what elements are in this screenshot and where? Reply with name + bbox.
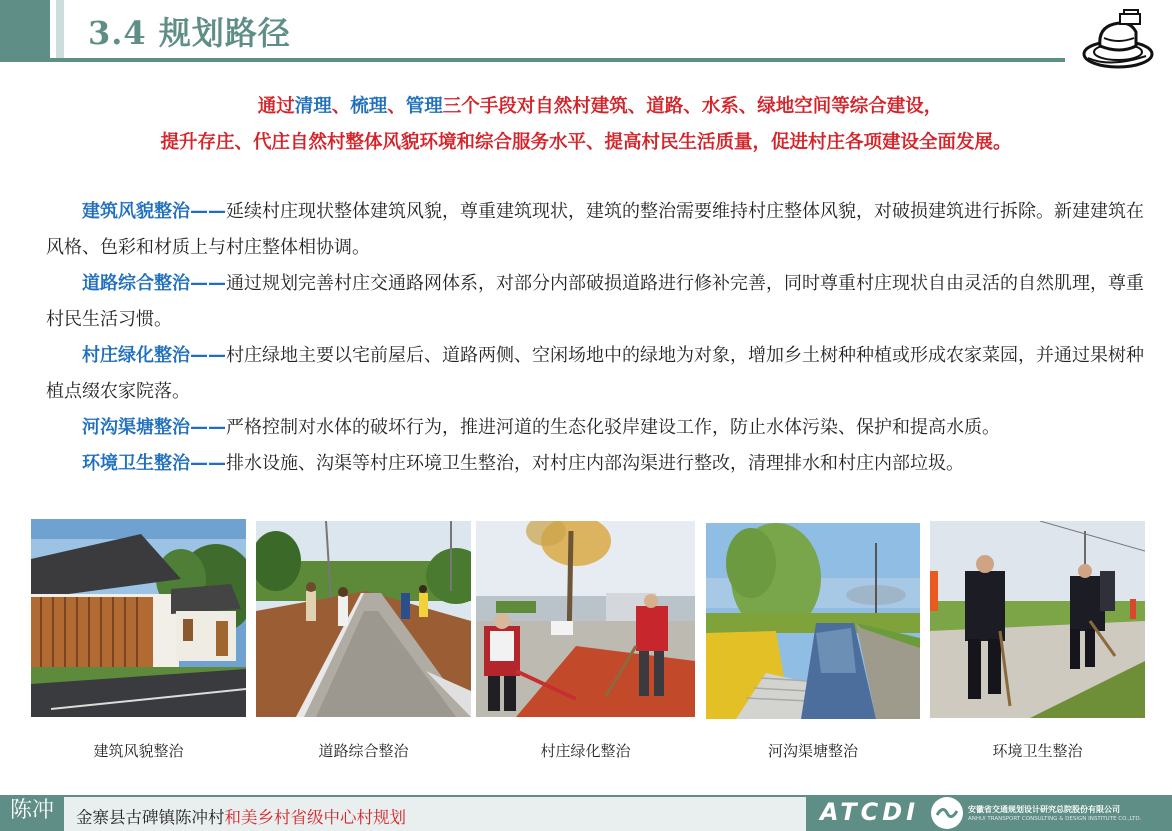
item-building xyxy=(46,194,1146,266)
photo-river xyxy=(706,523,920,719)
footer-village-label: 陈冲 xyxy=(0,795,64,831)
intro-line-1 xyxy=(0,92,1172,118)
photo-greening xyxy=(476,521,695,717)
item-dash: —— xyxy=(190,345,226,366)
photo-caption: 建筑风貌整治 xyxy=(93,742,184,760)
item-text: 排水设施、沟渠等村庄环境卫生整治，对村庄内部沟渠进行整改，清理排水和村庄内部垃圾。 xyxy=(226,453,964,474)
header-divider xyxy=(0,58,1065,62)
footer-brand-logo: ATCDI xyxy=(820,798,920,826)
footer-company-name-en: ANHUI TRANSPORT CONSULTING & DESIGN INSTITUTE CO.,LTD. xyxy=(968,816,1142,822)
photo-sanitation xyxy=(930,521,1145,718)
footer-project-title xyxy=(76,804,406,828)
item-text: 延续村庄现状整体建筑风貌，尊重建筑现状，建筑的整治需要维持村庄整体风貌，对破损建筑进行拆除。新建建筑在风格、色彩和材质上与村庄整体相协调。 xyxy=(46,201,1144,258)
photo-caption: 环境卫生整治 xyxy=(992,742,1083,760)
item-keyword: 建筑风貌整治 xyxy=(82,201,190,222)
intro-line-2: 提升存庄、代庄自然村整体风貌环境和综合服务水平、提高村民生活质量，促进村庄各项建设全面发展。 xyxy=(160,132,1012,153)
item-greening xyxy=(46,338,1146,410)
item-text: 严格控制对水体的破坏行为，推进河道的生态化驳岸建设工作，防止水体污染、保护和提高水质。 xyxy=(226,417,1000,438)
photo-road xyxy=(256,521,471,717)
footer-project-location: 金寨县古碑镇陈冲村 xyxy=(76,808,225,827)
footer-project-name: 和美乡村省级中心村规划 xyxy=(224,808,406,827)
item-road xyxy=(46,266,1146,338)
item-water xyxy=(46,410,1146,446)
item-dash: —— xyxy=(190,273,226,294)
intro-separator: 、 xyxy=(331,96,351,117)
photo-caption: 河沟渠塘整治 xyxy=(767,742,858,760)
footer-company-name: 安徽省交通规划设计研究总院股份有限公司 xyxy=(968,805,1120,814)
item-dash: —— xyxy=(190,453,226,474)
item-dash: —— xyxy=(190,201,226,222)
footer-company-emblem-icon xyxy=(931,797,963,829)
item-keyword: 村庄绿化整治 xyxy=(82,345,190,366)
item-keyword: 环境卫生整治 xyxy=(82,453,190,474)
item-sanitation xyxy=(46,446,1146,482)
item-dash: —— xyxy=(190,417,226,438)
intro-text: 三个手段对自然村建筑、道路、水系、绿地空间等综合建设， xyxy=(442,96,943,117)
photo-building xyxy=(31,519,246,717)
item-keyword: 河沟渠塘整治 xyxy=(82,417,190,438)
intro-keyword-clean: 清理 xyxy=(294,96,332,117)
item-text: 通过规划完善村庄交通路网体系，对部分内部破损道路进行修补完善，同时尊重村庄现状自由灵活的自然肌理，尊重村民生活习惯。 xyxy=(46,273,1144,330)
header-logo-icon xyxy=(1080,8,1156,70)
item-text: 村庄绿地主要以宅前屋后、道路两侧、空闲场地中的绿地为对象，增加乡土树种种植或形成农家菜园，并通过果树种植点缀农家院落。 xyxy=(46,345,1144,402)
header-accent-block xyxy=(0,0,50,58)
intro-separator: 、 xyxy=(387,96,406,117)
photo-caption: 道路综合整治 xyxy=(318,742,409,760)
page-title: 3.4 规划路径 xyxy=(88,14,291,52)
intro-text: 通过 xyxy=(257,96,295,117)
header-accent-bar xyxy=(56,0,64,58)
intro-keyword-organize: 梳理 xyxy=(350,96,388,117)
intro-keyword-manage: 管理 xyxy=(405,96,443,117)
item-keyword: 道路综合整治 xyxy=(82,273,190,294)
photo-caption: 村庄绿化整治 xyxy=(540,742,631,760)
